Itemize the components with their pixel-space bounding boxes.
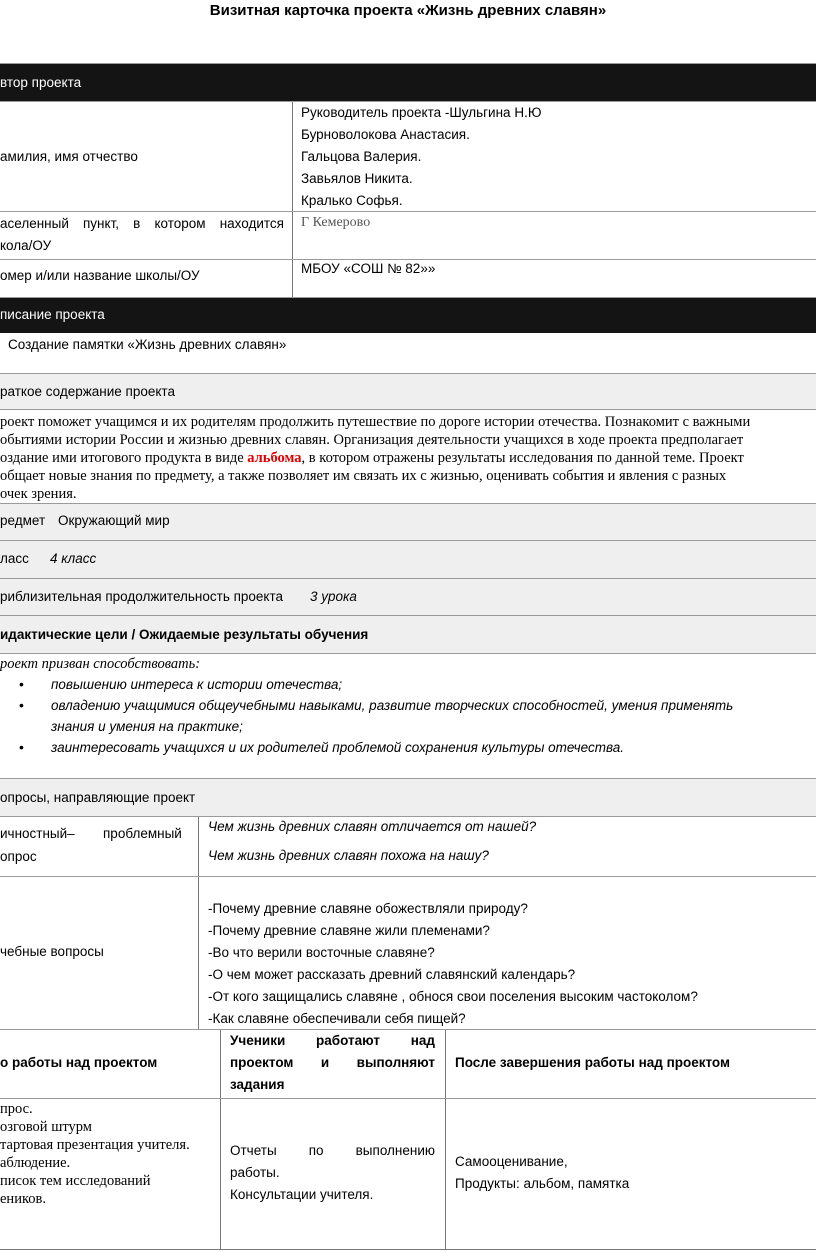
after-header: После завершения работы над проектом <box>455 1055 730 1070</box>
bullet-icon: • <box>19 676 24 692</box>
subject-label: редмет <box>0 513 46 528</box>
stages-content-row <box>0 1098 816 1250</box>
author-header-text: втор проекта <box>0 75 82 90</box>
city-value: Г Кемерово <box>301 215 371 230</box>
problem-label-a: ичностный– <box>0 826 75 841</box>
summary-line: обытиями истории России и жизнью древних славян. Организация деятельности учащихся в ходе проекта предполагает <box>0 432 744 448</box>
study-question: -Почему древние славяне жили племенами? <box>208 923 490 938</box>
summary-line: общает новые знания по предмету, а также позволяет им связать их с жизнью, оценивать события и явления с разных <box>0 468 727 484</box>
study-questions-row <box>0 876 816 1029</box>
grade-value: 4 класс <box>50 551 97 566</box>
after-line2: Продукты: альбом, памятка <box>455 1176 630 1191</box>
summary-row <box>0 409 816 503</box>
during-header-line3: задания <box>230 1077 285 1092</box>
problem-label-b: проблемный <box>103 826 182 841</box>
school-value: МБОУ «СОШ № 82»» <box>301 261 436 276</box>
before-item: тартовая презентация учителя. <box>0 1137 190 1153</box>
study-question: -Как славяне обеспечивали себя пищей? <box>208 1011 466 1026</box>
bullet-icon: • <box>19 697 24 713</box>
summary-line: оздание ими итогового продукта в виде альбома, в котором отражены результаты исследования по данной теме. Проект <box>0 450 744 466</box>
goal-item: овладению учащимися общеучебными навыками, развитие творческих способностей, умения применять <box>51 698 734 713</box>
questions-header-row <box>0 778 816 816</box>
summary-line: очек зрения. <box>0 486 77 502</box>
grade-row <box>0 540 816 578</box>
school-row <box>0 259 816 297</box>
before-header: о работы над проектом <box>0 1055 158 1070</box>
problem-question: Чем жизнь древних славян похожа на нашу? <box>208 848 489 863</box>
duration-label: риблизительная продолжительность проекта <box>0 589 284 604</box>
fio-label: амилия, имя отчество <box>0 149 138 164</box>
before-item: писок тем исследований <box>0 1173 151 1189</box>
before-item: аблюдение. <box>0 1155 71 1171</box>
description-section-header <box>0 297 816 333</box>
before-item: еников. <box>0 1191 46 1207</box>
duration-row <box>0 578 816 615</box>
study-question: -Почему древние славяне обожествляли природу? <box>208 901 528 916</box>
during-header-line2: проектом и выполняют <box>230 1055 435 1070</box>
study-label: чебные вопросы <box>0 944 104 959</box>
goals-header-row <box>0 615 816 653</box>
goals-row <box>0 653 816 778</box>
during-line3: Консультации учителя. <box>230 1187 374 1202</box>
stages-header-row <box>0 1029 816 1098</box>
project-name: Создание памятки «Жизнь древних славян» <box>8 337 287 352</box>
description-header-text: писание проекта <box>0 307 105 322</box>
goals-header: идактические цели / Ожидаемые результаты обучения <box>0 627 369 642</box>
problem-label-c: опрос <box>0 849 37 864</box>
school-label: омер и/или название школы/ОУ <box>0 268 200 283</box>
during-header-line1: Ученики работают над <box>230 1033 435 1048</box>
page-title: Визитная карточка проекта «Жизнь древних славян» <box>209 2 607 19</box>
city-label-line1: аселенный пункт, в котором находится <box>0 216 284 231</box>
summary-header: раткое содержание проекта <box>0 384 175 399</box>
author-section-header <box>0 63 816 101</box>
project-name-row <box>0 333 816 373</box>
problem-questions-row <box>0 816 816 876</box>
fio-value-leader: Руководитель проекта -Шульгина Н.Ю <box>301 105 542 120</box>
after-line1: Самооценивание, <box>455 1154 568 1169</box>
fio-value-student: Бурноволокова Анастасия. <box>301 127 470 142</box>
duration-value: 3 урока <box>310 589 357 604</box>
during-line2: работы. <box>230 1165 280 1180</box>
fio-value-student: Кралько Софья. <box>301 193 403 208</box>
before-item: озговой штурм <box>0 1119 92 1135</box>
subject-value: Окружающий мир <box>58 513 170 528</box>
fio-value-student: Гальцова Валерия. <box>301 149 422 164</box>
study-question: -Во что верили восточные славяне? <box>208 945 435 960</box>
grade-label: ласс <box>0 551 29 566</box>
summary-header-row <box>0 373 816 409</box>
summary-line: роект поможет учащимся и их родителям продолжить путешествие по дороге истории отечества. Познакомит с важными <box>0 414 751 430</box>
problem-question: Чем жизнь древних славян отличается от нашей? <box>208 819 537 834</box>
bullet-icon: • <box>19 739 24 755</box>
questions-header: опросы, направляющие проект <box>0 790 196 805</box>
album-highlight: альбома <box>247 450 302 466</box>
goal-item-continuation: знания и умения на практике; <box>51 719 243 734</box>
study-question: -О чем может рассказать древний славянский календарь? <box>208 967 576 982</box>
city-label-line2: кола/ОУ <box>0 238 52 253</box>
subject-row <box>0 503 816 540</box>
during-line1: Отчеты по выполнению <box>230 1143 435 1158</box>
city-row <box>0 211 816 259</box>
study-question: -От кого защищались славяне , обнося свои поселения высоким частоколом? <box>208 989 698 1004</box>
fio-value-student: Завьялов Никита. <box>301 171 413 186</box>
goals-intro: роект призван способствовать: <box>0 656 201 672</box>
before-item: прос. <box>0 1101 33 1117</box>
fio-row <box>0 101 816 211</box>
goal-item: повышению интереса к истории отечества; <box>51 677 343 692</box>
goal-item: заинтересовать учащихся и их родителей проблемой сохранения культуры отечества. <box>51 740 625 755</box>
